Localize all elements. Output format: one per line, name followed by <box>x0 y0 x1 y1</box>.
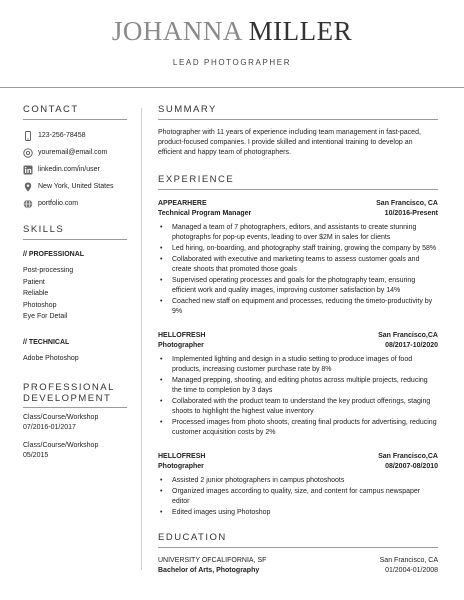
job-dates: 08/2017-10/2020 <box>385 341 438 349</box>
development-item-dates: 05/2015 <box>23 452 49 459</box>
job-company: HELLOFRESH <box>158 452 206 460</box>
candidate-name <box>0 16 464 46</box>
summary-section <box>158 104 438 159</box>
skill-group-technical-title: // TECHNICAL <box>23 338 70 346</box>
skill-list-professional <box>23 265 127 323</box>
resume-header <box>0 0 464 88</box>
job-bullet: • Supervised operating processes and goals for the photography team, ensuring efficient work and quality images, improving customer satisfaction by 14% <box>158 276 438 296</box>
header-divider <box>0 87 464 88</box>
contact-phone <box>23 127 127 144</box>
professional-development-heading-line2: DEVELOPMENT <box>23 393 112 404</box>
skill-item: Post-processing <box>23 267 74 274</box>
job-entry <box>158 452 438 518</box>
development-item <box>23 413 127 433</box>
contact-linkedin[interactable] <box>23 161 127 178</box>
job-bullet: • Managed a team of 7 photographers, editors, and assistants to create stunning photographs for pop-up events, leading to over $2M in sales for clients <box>158 223 438 243</box>
summary-heading: SUMMARY <box>158 104 438 120</box>
job-role: Technical Program Manager <box>158 209 252 217</box>
development-item-name: Class/Course/Workshop <box>23 414 99 421</box>
job-header-row <box>158 331 438 341</box>
last-name: MILLER <box>248 16 353 46</box>
job-role-row <box>158 209 438 219</box>
professional-development-heading <box>23 382 127 408</box>
education-degree-row <box>158 566 438 576</box>
professional-development-heading-line1: PROFESSIONAL <box>23 382 115 393</box>
job-location: San Francisco,CA <box>378 452 438 460</box>
contact-location <box>23 178 127 195</box>
job-company: APPEARHERE <box>158 199 207 207</box>
location-icon <box>23 182 33 192</box>
skills-heading: SKILLS <box>23 224 127 240</box>
globe-icon <box>23 199 33 209</box>
summary-text: Photographer with 11 years of experience including team management in fast-paced, product-focused companies. I provide skilled and intentional training to develop an efficient and happy team of photographers. <box>158 129 421 157</box>
job-header-row <box>158 199 438 209</box>
job-bullets <box>158 476 438 518</box>
job-role: Photographer <box>158 462 204 470</box>
development-item <box>23 441 127 461</box>
education-school-row <box>158 556 438 566</box>
job-header-row <box>158 452 438 462</box>
job-bullets <box>158 223 438 317</box>
job-location: San Francisco,CA <box>378 331 438 339</box>
skill-item: Photoshop <box>23 301 57 309</box>
column-divider <box>141 108 142 570</box>
skill-item: Patient <box>23 278 45 286</box>
education-heading: EDUCATION <box>158 532 438 548</box>
job-bullet: • Coached new staff on equipment and processes, reducing the timeto-productivity by 9% <box>158 297 438 317</box>
job-location: San Francisco, CA <box>376 199 438 207</box>
right-column <box>158 104 438 576</box>
education-dates: 01/2004-01/2008 <box>385 566 438 574</box>
job-bullet: • Processed images from photo shoots, creating final products for advertising, reducing customer acquisition costs by 2% <box>158 418 438 438</box>
linkedin-icon <box>23 165 33 175</box>
phone-icon <box>23 131 33 141</box>
left-column <box>23 104 127 461</box>
job-bullet: • Implemented lighting and design in a studio setting to produce images of food products, increasing customer purchase rate by 8% <box>158 355 438 375</box>
contact-section <box>23 104 127 212</box>
skill-list-technical <box>23 353 127 365</box>
skill-item: Reliable <box>23 290 49 297</box>
job-entry <box>158 199 438 317</box>
job-bullets <box>158 355 438 438</box>
job-bullet: • Edited images using Photoshop <box>158 508 438 518</box>
job-bullet: • Assisted 2 junior photographers in campus photoshoots <box>158 476 438 486</box>
job-bullet: • Managed prepping, shooting, and editing photos across multiple projects, reducing the time to completion by 3 days <box>158 376 438 396</box>
job-role-row <box>158 462 438 472</box>
job-company: HELLOFRESH <box>158 331 206 339</box>
experience-heading: EXPERIENCE <box>158 174 438 190</box>
skills-section <box>23 224 127 364</box>
experience-section <box>158 174 438 518</box>
skill-item: Eye For Detail <box>23 313 68 320</box>
job-bullet: • Led hiring, on-boarding, and photography staff training, growing the company by 58% <box>158 244 438 254</box>
contact-portfolio[interactable] <box>23 195 127 212</box>
job-entry <box>158 331 438 438</box>
skill-item: Adobe Photoshop <box>23 354 79 362</box>
job-title: LEAD PHOTOGRAPHER <box>172 58 292 67</box>
email-icon <box>23 148 33 158</box>
education-location: San Francisco, CA <box>379 556 438 564</box>
job-dates: 08/2007-08/2010 <box>385 462 438 470</box>
contact-email[interactable] <box>23 144 127 161</box>
education-section <box>158 532 438 576</box>
job-role: Photographer <box>158 341 204 349</box>
contact-heading: CONTACT <box>23 104 127 120</box>
job-bullet: • Collaborated with the product team to understand the key product offerings, staging shoots to highlight the highest value inventory <box>158 397 438 417</box>
contact-list <box>23 127 127 212</box>
contact-email-text: youremail@email.com <box>38 149 108 156</box>
professional-development-section <box>23 382 127 461</box>
education-degree: Bachelor of Arts, Photography <box>158 566 260 574</box>
development-item-name: Class/Course/Workshop <box>23 442 99 449</box>
development-item-dates: 07/2016-01/2017 <box>23 424 76 431</box>
contact-portfolio-text: portfolio.com <box>38 200 79 207</box>
contact-linkedin-text: linkedin.com/in/user <box>38 166 100 173</box>
job-dates: 10/2016-Present <box>384 209 438 217</box>
education-entry <box>158 556 438 576</box>
first-name: JOHANNA <box>111 16 242 46</box>
job-role-row <box>158 341 438 351</box>
education-school: UNIVERSITY OFCALIFORNIA, SF <box>158 556 267 564</box>
contact-location-text: New York, United States <box>38 183 114 190</box>
contact-phone-text: 123-256-78458 <box>38 132 86 139</box>
job-bullet: • Collaborated with executive and marketing teams to assess customer goals and create shoots that promoted those goals <box>158 255 438 275</box>
skill-group-professional-title: // PROFESSIONAL <box>23 251 85 258</box>
job-bullet: • Organized images according to quality, size, and content for campus newspaper editor <box>158 487 438 507</box>
